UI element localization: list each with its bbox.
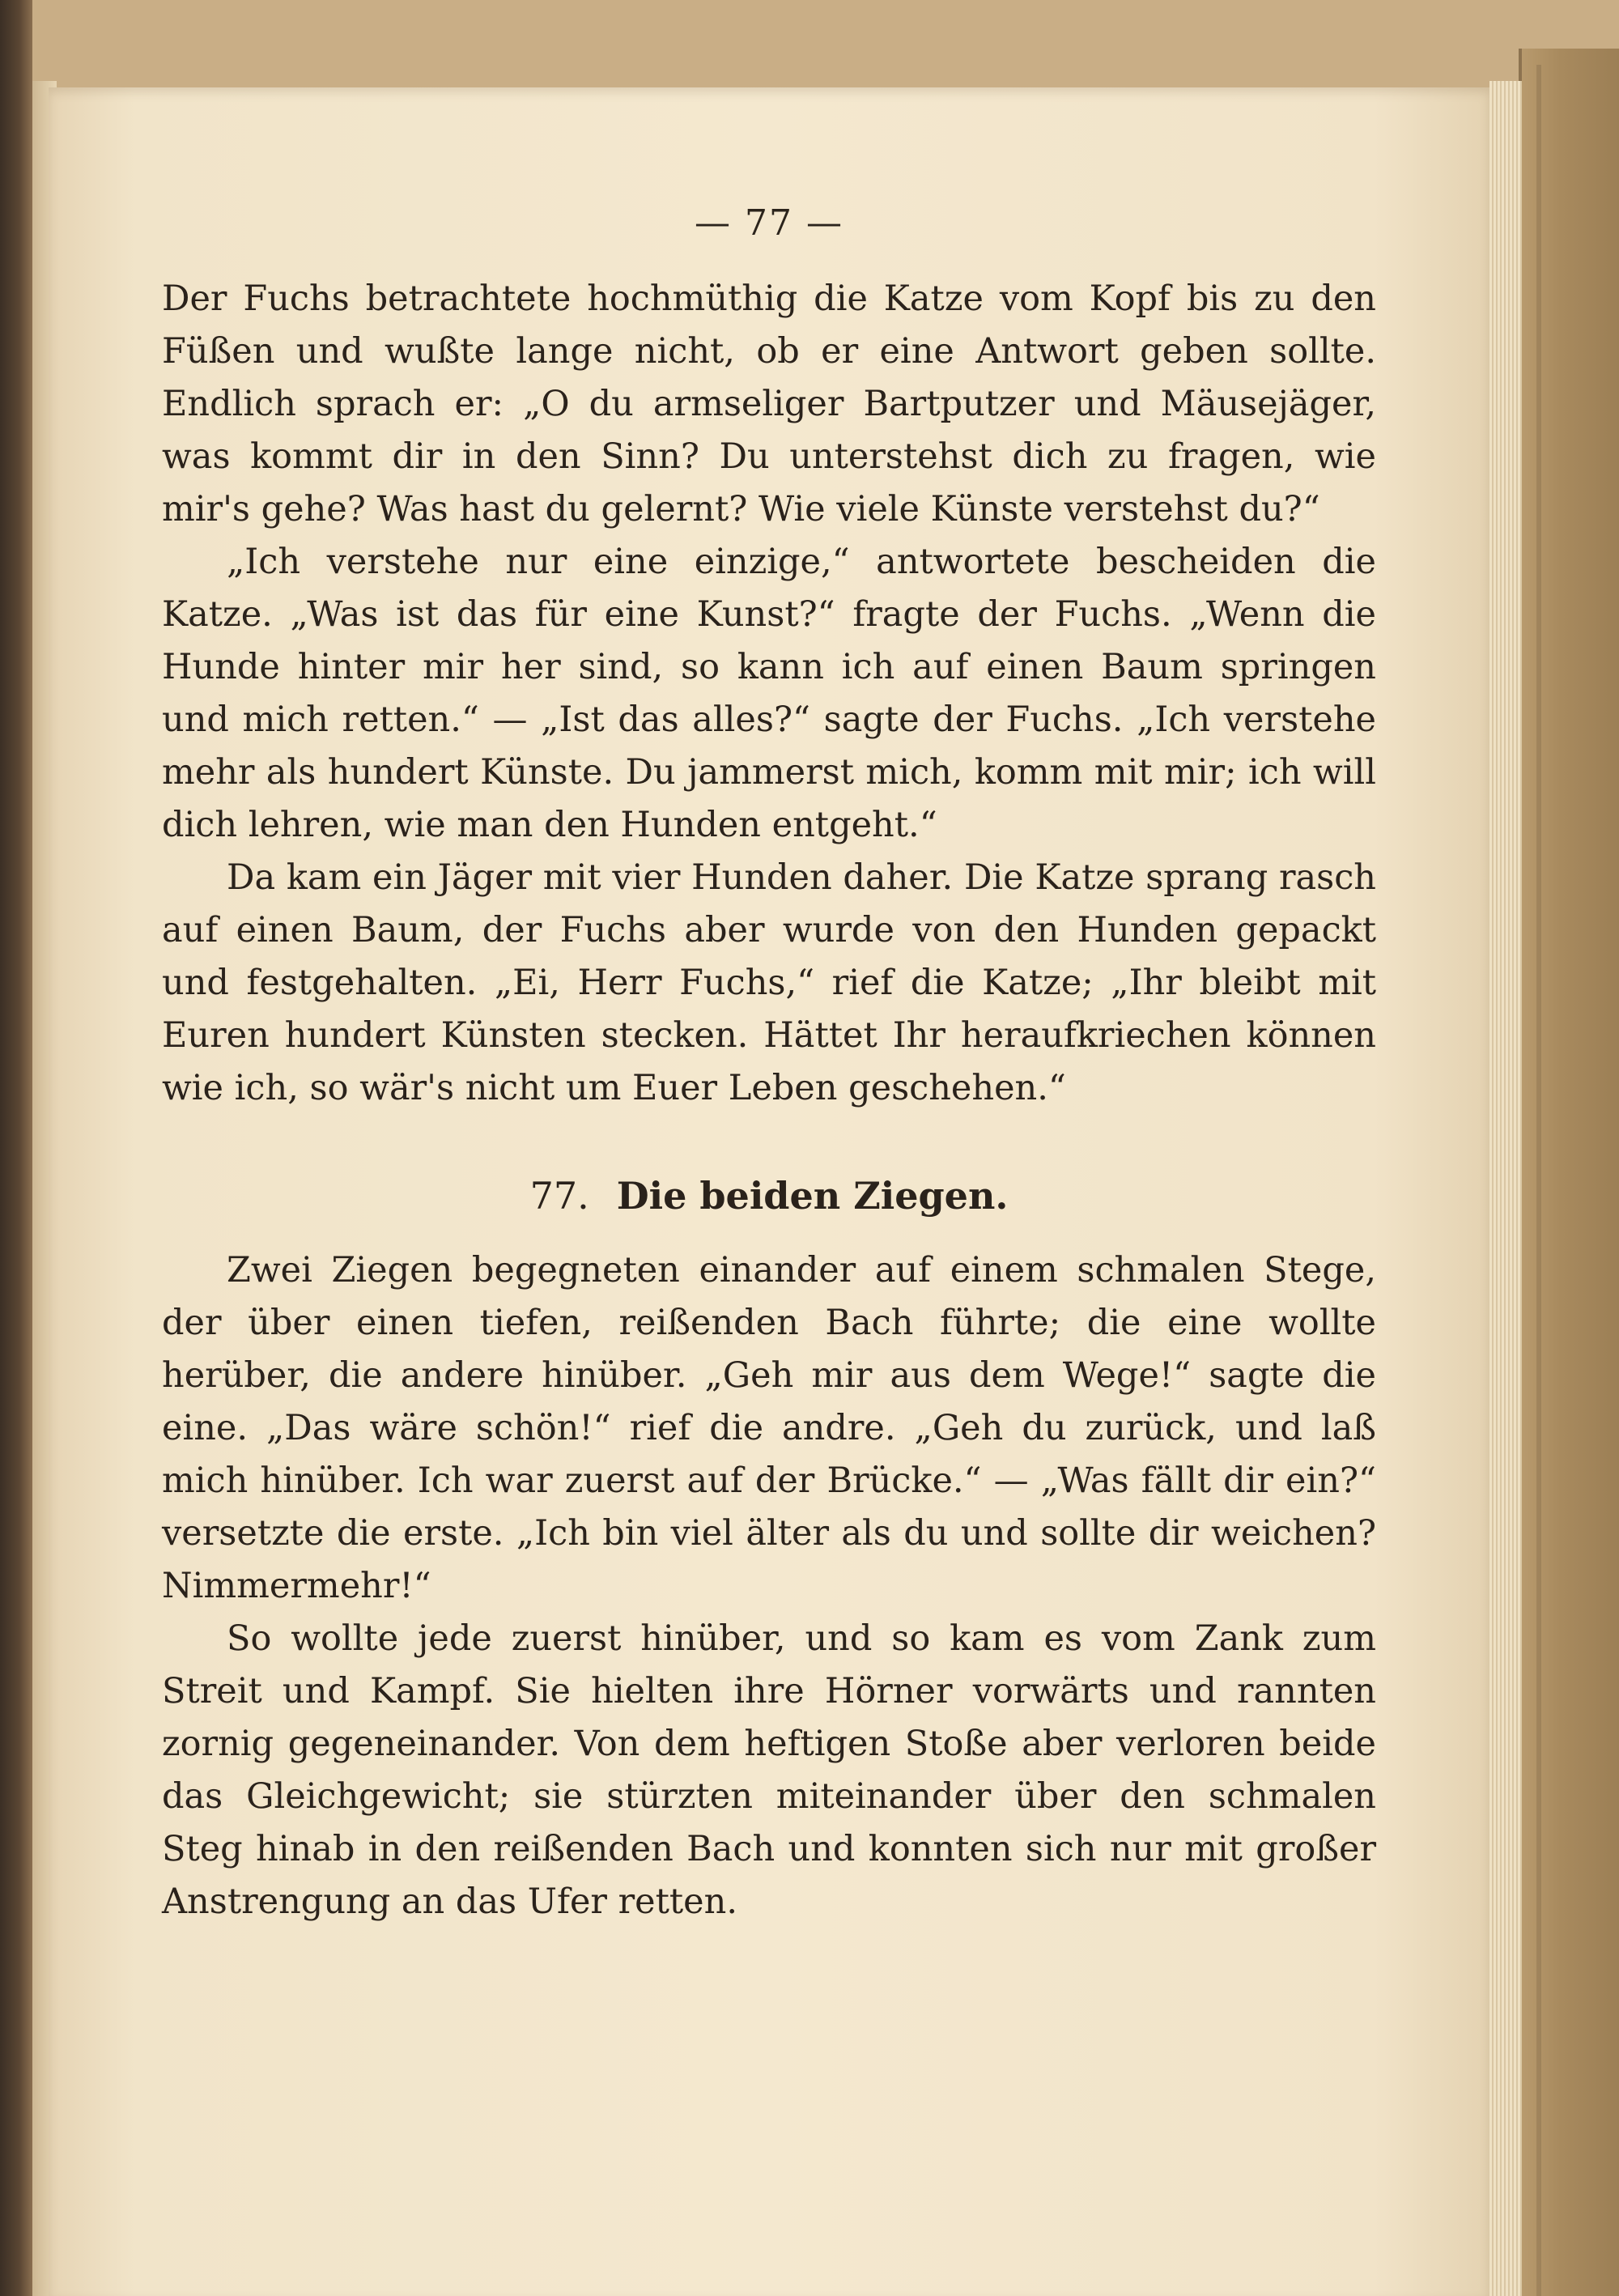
section-heading xyxy=(162,1171,1376,1220)
section-number: 77. xyxy=(529,1174,589,1218)
paragraph-fox-cat-2: „Ich verstehe nur eine einzige,“ antwortete bescheiden die Katze. „Was ist das für eine Kunst?“ fragte der Fuchs. „Wenn die Hunde hinter mir her sind, so kann ich auf einen Baum springen und mich retten.“ — „Ist das alles?“ sagte der Fuchs. „Ich verstehe mehr als hundert Künste. Du jammerst mich, komm mit mir; ich will dich lehren, wie man den Hunden entgeht.“ xyxy=(162,542,1376,845)
page-stack-edge xyxy=(1489,81,1522,2296)
left-background-strip xyxy=(0,0,32,2296)
paragraph-fox-cat-3: Da kam ein Jäger mit vier Hunden daher. Die Katze sprang rasch auf einen Baum, der Fuchs aber wurde von den Hunden gepackt und festgehalten. „Ei, Herr Fuchs,“ rief die Katze; „Ihr bleibt mit Euren hundert Künsten stecken. Hättet Ihr heraufkriechen können wie ich, so wär's nicht um Euer Leben geschehen.“ xyxy=(162,857,1376,1108)
page-number: — 77 — xyxy=(695,202,843,244)
book-cover-board xyxy=(1519,49,1619,2296)
paragraph-goats-1: Zwei Ziegen begegneten einander auf einem schmalen Stege, der über einen tiefen, reißenden Bach führte; die eine wollte herüber, die andere hinüber. „Geh mir aus dem Wege!“ sagte die eine. „Das wäre schön!“ rief die andre. „Geh du zurück, und laß mich hinüber. Ich war zuerst auf der Brücke.“ — „Was fällt dir ein?“ versetzte die erste. „Ich bin viel älter als du und sollte dir weichen? Nimmermehr!“ xyxy=(162,1250,1376,1606)
page-text-block xyxy=(162,202,1376,1928)
section-title: Die beiden Ziegen. xyxy=(616,1174,1009,1218)
paragraph-fox-cat-1: Der Fuchs betrachtete hochmüthig die Katze vom Kopf bis zu den Füßen und wußte lange nicht, ob er eine Antwort geben sollte. Endlich sprach er: „O du armseliger Bartputzer und Mäusejäger, was kommt dir in den Sinn? Du unterstehst dich zu fragen, wie mir's gehe? Was hast du gelernt? Wie viele Künste verstehst du?“ xyxy=(162,278,1376,529)
paragraph-goats-2: So wollte jede zuerst hinüber, und so kam es vom Zank zum Streit und Kampf. Sie hielten ihre Hörner vorwärts und rannten zornig gegeneinander. Von dem heftigen Stoße aber verloren beide das Gleichgewicht; sie stürzten miteinander über den schmalen Steg hinab in den reißenden Bach und konnten sich nur mit großer Anstrengung an das Ufer retten. xyxy=(162,1618,1376,1922)
